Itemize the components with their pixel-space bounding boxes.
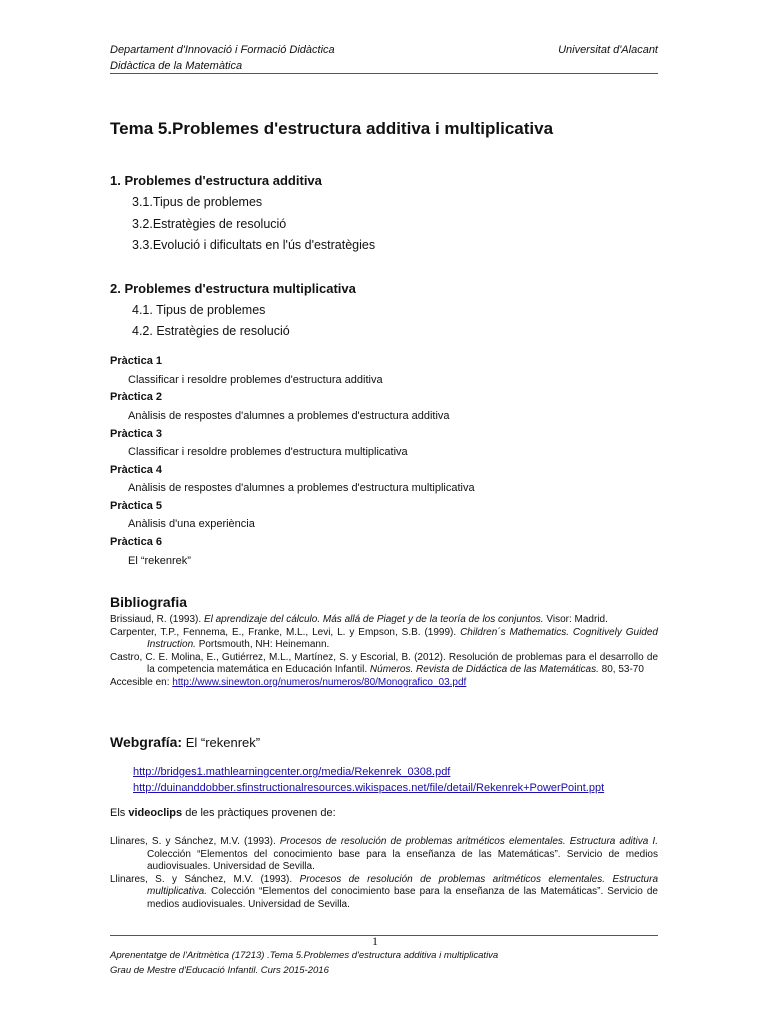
footer-degree: Grau de Mestre d'Educació Infantil. Curs 2015-2016 — [110, 965, 329, 976]
header-subject: Didàctica de la Matemàtica — [110, 60, 243, 72]
section-1-item: 3.1.Tipus de problemes — [132, 195, 263, 209]
footer-divider — [110, 935, 658, 936]
section-1-item: 3.2.Estratègies de resolució — [132, 217, 287, 231]
bibliography-entry: Carpenter, T.P., Fennema, E., Franke, M.L., Levi, L. y Empson, S.B. (1999). Children´s Mathematics. Cognitively Guided Instruction. Portsmouth, NH: Heinemann. — [110, 626, 658, 650]
header-university: Universitat d'Alacant — [558, 44, 658, 56]
page-number: 1 — [372, 934, 378, 948]
practica-title: Pràctica 1 — [110, 355, 162, 367]
access-link[interactable]: http://www.sinewton.org/numeros/numeros/80/Monografico_03.pdf — [172, 676, 467, 688]
bibliografia-heading: Bibliografia — [110, 594, 188, 610]
section-2-item: 4.2. Estratègies de resolució — [132, 324, 290, 338]
section-heading-2: 2. Problemes d'estructura multiplicativa — [110, 281, 356, 296]
bibliography-entry: Brissiaud, R. (1993). El aprendizaje del cálculo. Más allá de Piaget y de la teoría de los conjuntos. Visor: Madrid. — [110, 614, 608, 625]
page-footer — [110, 948, 498, 978]
webgrafia-topic: El “rekenrek” — [182, 735, 261, 750]
practica-title: Pràctica 2 — [110, 391, 162, 403]
practica-description: Classificar i resoldre problemes d'estructura multiplicativa — [128, 446, 408, 458]
practica-description: El “rekenrek” — [128, 555, 191, 567]
section-2-item: 4.1. Tipus de problemes — [132, 303, 266, 317]
page-header — [110, 42, 658, 74]
videoclip-references — [110, 836, 658, 911]
bibliografia-list — [110, 614, 658, 689]
practica-description: Anàlisis de respostes d'alumnes a problemes d'estructura additiva — [128, 410, 450, 422]
practica-title: Pràctica 5 — [110, 500, 162, 512]
practica-title: Pràctica 3 — [110, 428, 162, 440]
document-title: Tema 5.Problemes d'estructura additiva i multiplicativa — [110, 119, 554, 138]
practica-description: Classificar i resoldre problemes d'estructura additiva — [128, 374, 383, 386]
webgrafia-heading: Webgrafía: El “rekenrek” — [110, 734, 261, 750]
videoclip-reference: Llinares, S. y Sánchez, M.V. (1993). Procesos de resolución de problemas aritméticos elementales. Estructura aditiva I. Colección “Elementos del conocimiento base para la enseñanza de las Matemáticas”. Servicio de medios audiovisuales. Universidad de Sevilla. — [110, 836, 658, 872]
webgrafia-link[interactable]: http://bridges1.mathlearningcenter.org/media/Rekenrek_0308.pdf — [133, 766, 451, 778]
access-label: Accesible en: — [110, 676, 173, 688]
header-department: Departament d'Innovació i Formació Didàctica — [110, 44, 335, 56]
webgrafia-link[interactable]: http://duinanddobber.sfinstructionalresources.wikispaces.net/file/detail/Rekenrek+PowerPoint.ppt — [133, 782, 605, 794]
practica-title: Pràctica 6 — [110, 536, 162, 548]
videoclip-reference: Llinares, S. y Sánchez, M.V. (1993). Procesos de resolución de problemas aritméticos elementales. Estructura multiplicativa. Colección “Elementos del conocimiento base para la enseñanza de las Matemáticas”. Servicio de medios audiovisuales. Universidad de Sevilla. — [110, 873, 659, 910]
section-heading-1: 1. Problemes d'estructura additiva — [110, 173, 322, 188]
practica-description: Anàlisis d'una experiència — [128, 518, 255, 530]
practica-description: Anàlisis de respostes d'alumnes a problemes d'estructura multiplicativa — [128, 482, 475, 494]
access-line — [110, 677, 658, 690]
bibliography-entry: Castro, C. E. Molina, E., Gutiérrez, M.L., Martínez, S. y Escorial, B. (2012). Resolución de problemas para el desarrollo de la competencia matemática en Educación Infantil. Números. Revista de Didáctica de las Matemáticas. 80, 53-70 — [110, 651, 658, 675]
footer-course: Aprenentatge de l'Aritmètica (17213) .Tema 5.Problemes d'estructura additiva i multiplicativa — [110, 950, 499, 961]
videoclips-intro: Els videoclips de les pràctiques provenen de: — [110, 807, 336, 819]
practica-title: Pràctica 4 — [110, 464, 162, 476]
webgrafia-links — [133, 764, 604, 796]
header-divider — [110, 73, 658, 74]
section-1-item: 3.3.Evolució i dificultats en l'ús d'estratègies — [132, 238, 376, 252]
